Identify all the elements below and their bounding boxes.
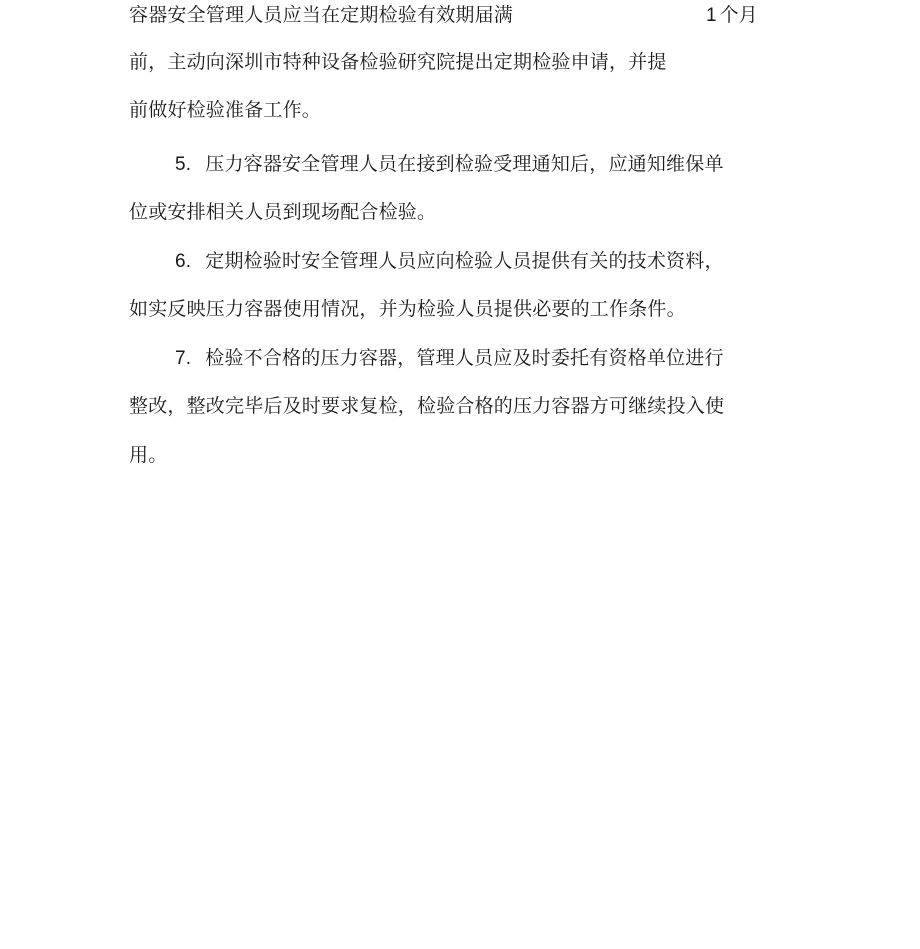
item-5-line-2 (129, 199, 436, 225)
item-5-number: 5. (175, 154, 192, 175)
item-7-line-2 (129, 393, 724, 419)
item-6-number: 6. (175, 251, 192, 272)
item-5-line-2-text: 位或安排相关人员到现场配合检验。 (129, 201, 437, 223)
item-6-line-1-text: 定期检验时安全管理人员应向检验人员提供有关的技术资料， (205, 250, 724, 272)
paragraph-intro-tail-number: 1 (706, 5, 717, 26)
item-7-line-3 (129, 442, 167, 468)
item-6-line-2 (129, 296, 686, 322)
item-7-line-1-text: 检验不合格的压力容器，管理人员应及时委托有资格单位进行 (205, 347, 724, 369)
item-5-line-1-text: 压力容器安全管理人员在接到检验受理通知后，应通知维保单 (205, 153, 724, 175)
paragraph-intro-tail-text: 个月 (719, 4, 758, 26)
paragraph-intro-line-3 (129, 97, 321, 123)
paragraph-intro-line-1-tail (706, 2, 758, 29)
item-7-line-2-text: 整改，整改完毕后及时要求复检，检验合格的压力容器方可继续投入使 (129, 395, 725, 417)
item-7-line-3-text: 用。 (129, 444, 168, 466)
paragraph-intro-line-2 (129, 49, 667, 75)
item-6-line-2-text: 如实反映压力容器使用情况，并为检验人员提供必要的工作条件。 (129, 298, 686, 320)
paragraph-intro-line-3-text: 前做好检验准备工作。 (129, 99, 322, 121)
paragraph-intro-line-1-text: 容器安全管理人员应当在定期检验有效期届满 (129, 4, 514, 26)
paragraph-intro-line-2-text: 前，主动向深圳市特种设备检验研究院提出定期检验申请，并提 (129, 51, 667, 73)
item-7-line-1 (175, 345, 724, 372)
item-6-line-1 (175, 248, 724, 275)
item-7-number: 7. (175, 348, 192, 369)
paragraph-intro-line-1 (129, 2, 513, 28)
item-5-line-1 (175, 151, 724, 178)
